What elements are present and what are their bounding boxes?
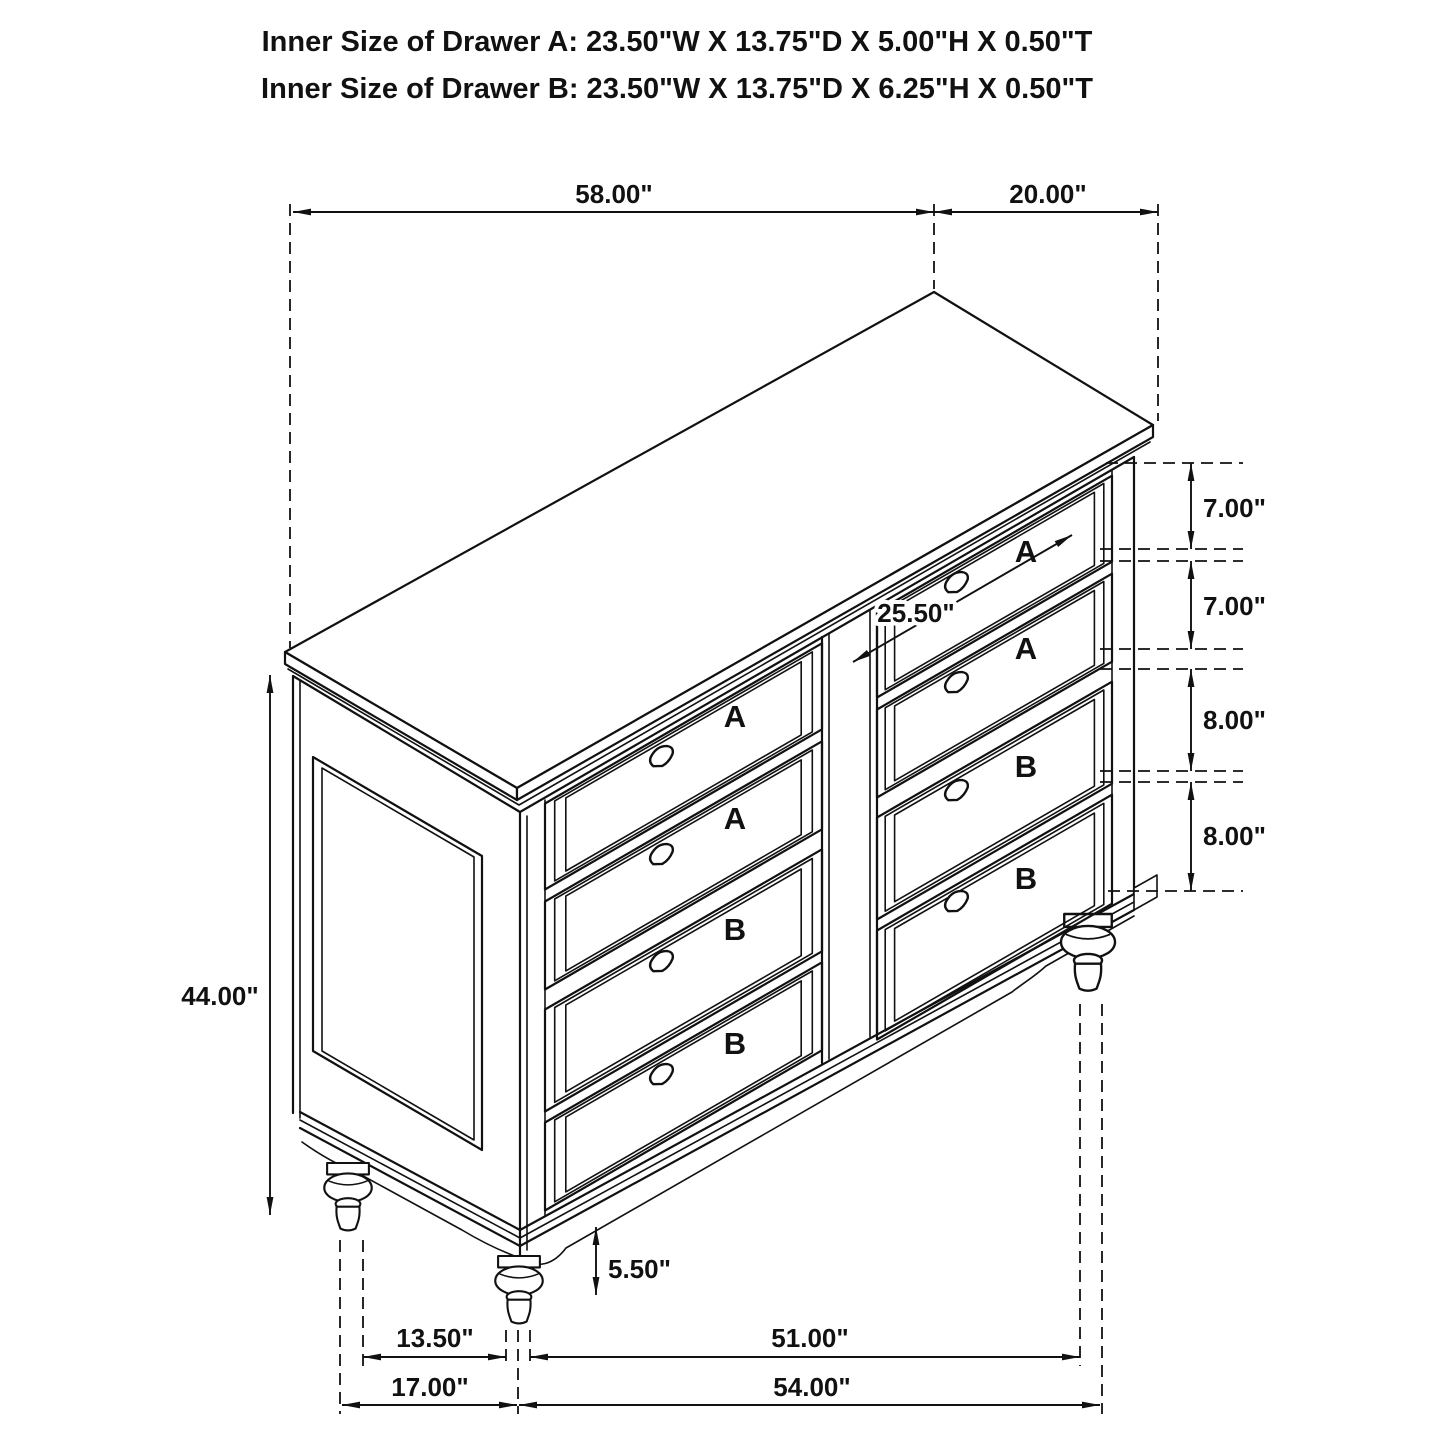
label-drawer3-height: 8.00" bbox=[1203, 705, 1266, 735]
label-bottom-right-span: 51.00" bbox=[771, 1323, 849, 1353]
label-top-depth: 20.00" bbox=[1009, 179, 1087, 209]
drawer-letter-right-2: A bbox=[1014, 631, 1038, 666]
drawer-letter-right-4: B bbox=[1014, 861, 1038, 896]
drawer-letter-left-4: B bbox=[723, 1026, 747, 1061]
label-bottom-left-span: 13.50" bbox=[396, 1323, 474, 1353]
title-line-2: Inner Size of Drawer B: 23.50"W X 13.75"D X 6.25"H X 0.50"T bbox=[261, 73, 1093, 105]
label-bottom-left-total: 17.00" bbox=[391, 1372, 469, 1402]
drawer-letter-left-3: B bbox=[723, 912, 747, 947]
drawer-letter-right-3: B bbox=[1014, 749, 1038, 784]
label-top-width: 58.00" bbox=[575, 179, 653, 209]
drawer-letter-right-1: A bbox=[1014, 534, 1038, 569]
drawer-letter-left-1: A bbox=[723, 699, 747, 734]
label-drawer-face-width: 25.50" bbox=[877, 598, 955, 628]
drawer-letter-left-2: A bbox=[723, 801, 747, 836]
label-leg-height: 5.50" bbox=[608, 1254, 671, 1284]
label-drawer4-height: 8.00" bbox=[1203, 821, 1266, 851]
label-overall-height: 44.00" bbox=[181, 981, 259, 1011]
label-drawer2-height: 7.00" bbox=[1203, 591, 1266, 621]
label-bottom-front-total: 54.00" bbox=[773, 1372, 851, 1402]
title-line-1: Inner Size of Drawer A: 23.50"W X 13.75"D X 5.00"H X 0.50"T bbox=[261, 26, 1093, 58]
label-drawer1-height: 7.00" bbox=[1203, 493, 1266, 523]
